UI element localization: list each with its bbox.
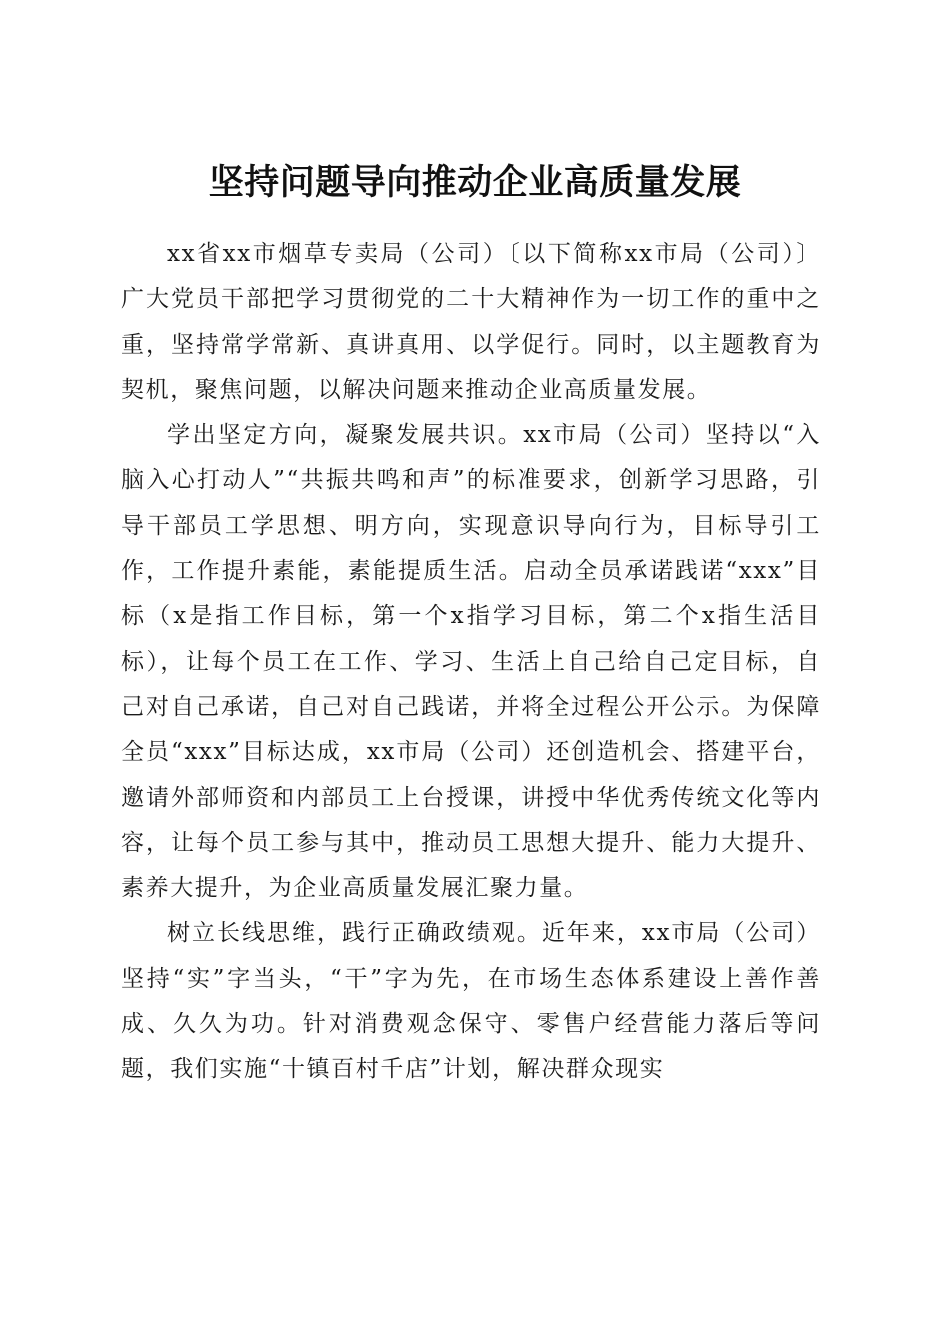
- document-body: [121, 232, 821, 1093]
- paragraph-long-term-thinking: 树立长线思维，践行正确政绩观。近年来，xx市局（公司）坚持“实”字当头，“干”字为先，在市场生态体系建设上善作善成、久久为功。针对消费观念保守、零售户经营能力落后等问题，我们实施“十镇百村千店”计划，解决群众现实: [121, 920, 821, 1083]
- document-title: 坚持问题导向推动企业高质量发展: [208, 162, 742, 204]
- paragraph-study-direction: 学出坚定方向，凝聚发展共识。xx市局（公司）坚持以“入脑入心打动人”“共振共鸣和声”的标准要求，创新学习思路，引导干部员工学思想、明方向，实现意识导向行为，目标导引工作，工作提升素能，素能提质生活。启动全员承诺践诺“xxx”目标（x是指工作目标，第一个x指学习目标，第二个x指生活目标），让每个员工在工作、学习、生活上自己给自己定目标，自己对自己承诺，自己对自己践诺，并将全过程公开公示。为保障全员“xxx”目标达成，xx市局（公司）还创造机会、搭建平台，邀请外部师资和内部员工上台授课，讲授中华优秀传统文化等内容，让每个员工参与其中，推动员工思想大提升、能力大提升、素养大提升，为企业高质量发展汇聚力量。: [121, 422, 821, 902]
- paragraph-intro: xx省xx市烟草专卖局（公司）〔以下简称xx市局（公司）〕广大党员干部把学习贯彻党的二十大精神作为一切工作的重中之重，坚持常学常新、真讲真用、以学促行。同时，以主题教育为契机，聚焦问题，以解决问题来推动企业高质量发展。: [121, 241, 821, 403]
